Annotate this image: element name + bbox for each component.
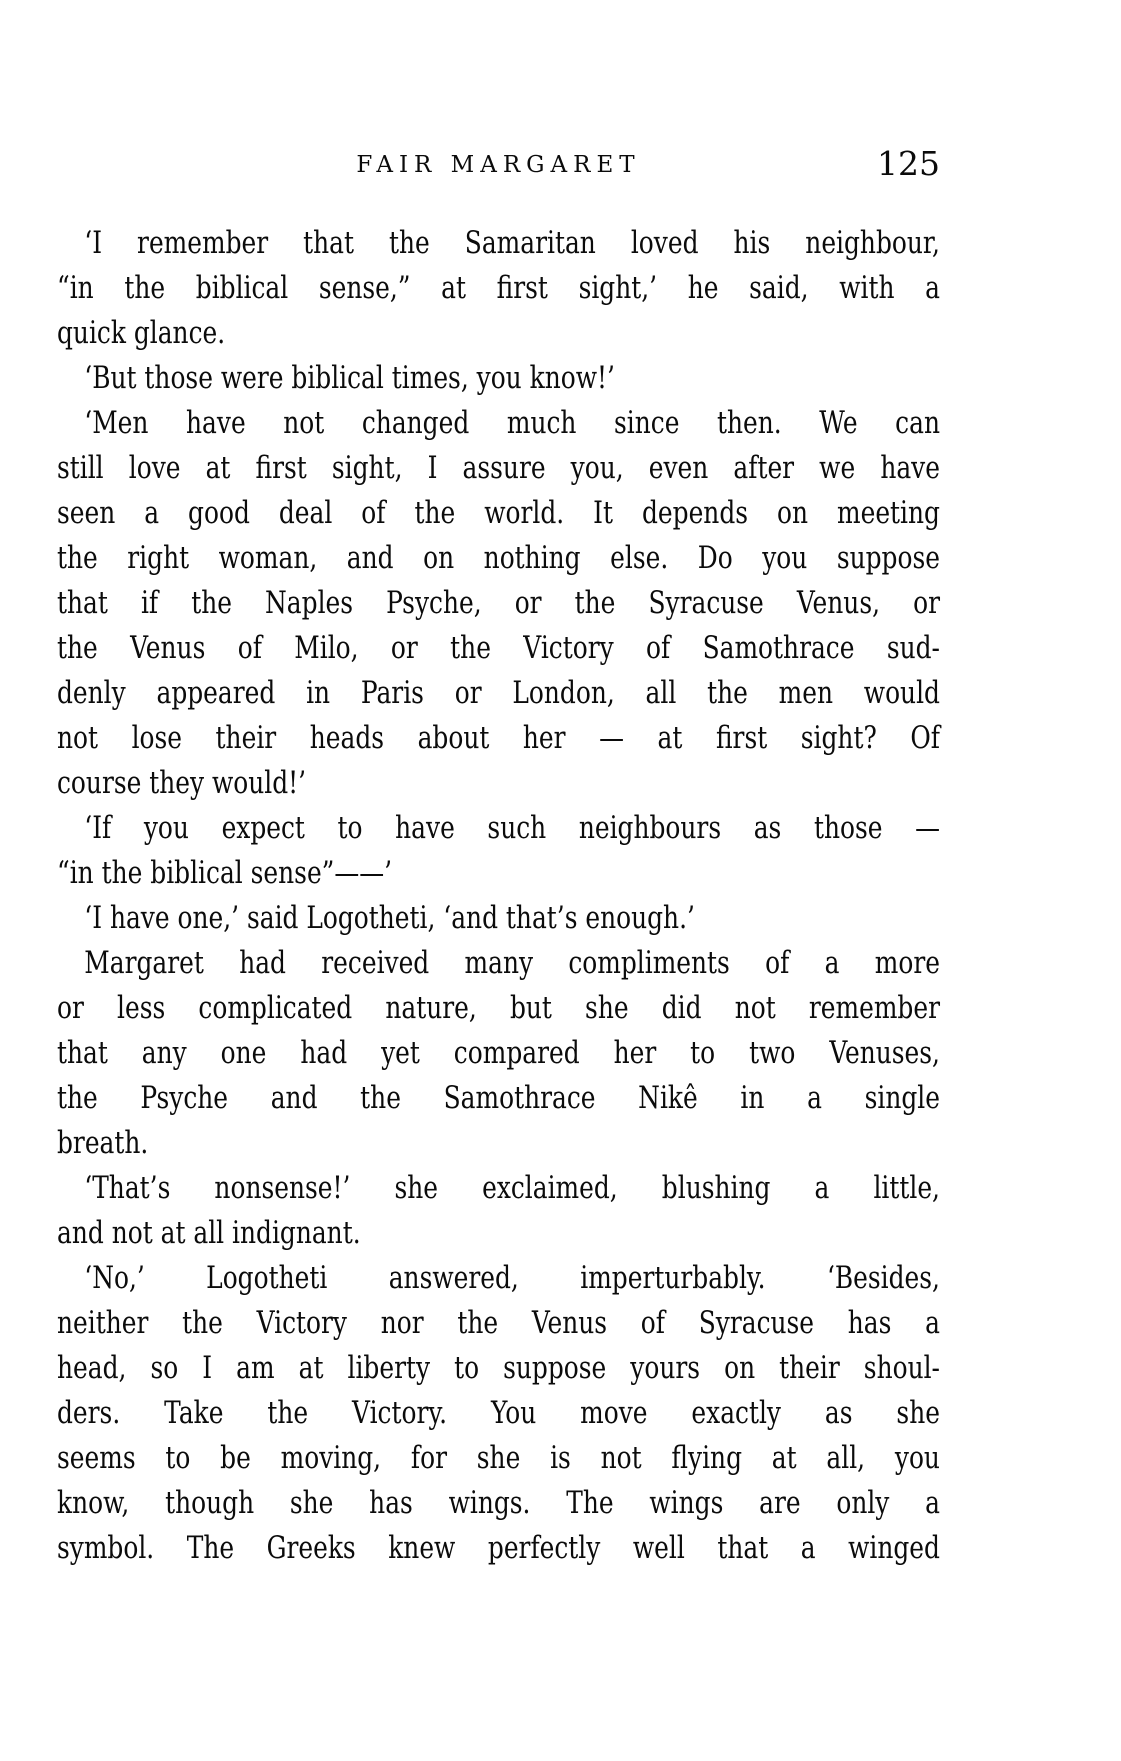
text-line: symbol. The Greeks knew perfectly well that a winged — [57, 1530, 940, 1566]
text-line: quick glance. — [57, 315, 226, 351]
text-line: ders. Take the Victory. You move exactly as she — [57, 1395, 940, 1431]
page-number: 125 — [877, 144, 940, 183]
text-line: denly appeared in Paris or London, all the men would — [57, 675, 940, 711]
text-line: know, though she has wings. The wings are only a — [57, 1485, 940, 1521]
text-line: ‘That’s nonsense!’ she exclaimed, blushing a little, — [84, 1170, 940, 1206]
text-line: ‘If you expect to have such neighbours as those — — [84, 810, 940, 846]
text-line: Margaret had received many compliments of a more — [84, 945, 940, 981]
text-line: “in the biblical sense,” at first sight,’ he said, with a — [57, 270, 940, 306]
text-line: neither the Victory nor the Venus of Syracuse has a — [57, 1305, 940, 1341]
running-title: FAIR MARGARET — [356, 152, 641, 178]
text-line: that if the Naples Psyche, or the Syracuse Venus, or — [57, 585, 940, 621]
text-line: breath. — [57, 1125, 149, 1161]
text-line: the right woman, and on nothing else. Do you suppose — [57, 540, 940, 576]
text-line: the Venus of Milo, or the Victory of Samothrace sud- — [57, 630, 940, 666]
text-line: or less complicated nature, but she did not remember — [57, 990, 940, 1026]
text-line: “in the biblical sense”——’ — [57, 855, 393, 891]
text-line: ‘I have one,’ said Logotheti, ‘and that’s enough.’ — [84, 900, 695, 936]
page-header — [57, 144, 940, 186]
text-line: ‘I remember that the Samaritan loved his neighbour, — [84, 225, 940, 261]
text-line: ‘Men have not changed much since then. We can — [84, 405, 940, 441]
text-line: that any one had yet compared her to two Venuses, — [57, 1035, 940, 1071]
text-line: the Psyche and the Samothrace Nikê in a single — [57, 1080, 940, 1116]
text-line: course they would!’ — [57, 765, 307, 801]
text-line: seems to be moving, for she is not flying at all, you — [57, 1440, 940, 1476]
text-line: ‘But those were biblical times, you know!’ — [84, 360, 615, 396]
page-body — [57, 221, 940, 1571]
text-line: head, so I am at liberty to suppose yours on their shoul- — [57, 1350, 940, 1386]
text-line: not lose their heads about her — at first sight? Of — [57, 720, 940, 756]
text-line: and not at all indignant. — [57, 1215, 361, 1251]
text-line: seen a good deal of the world. It depends on meeting — [57, 495, 940, 531]
text-line: ‘No,’ Logotheti answered, imperturbably. ‘Besides, — [84, 1260, 940, 1296]
text-line: still love at first sight, I assure you, even after we have — [57, 450, 940, 486]
